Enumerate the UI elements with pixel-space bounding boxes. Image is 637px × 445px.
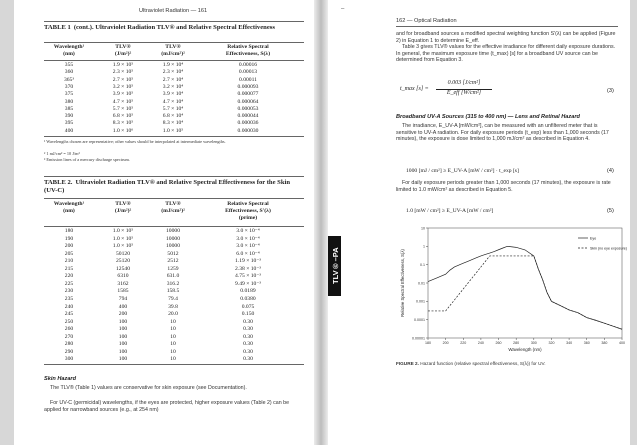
table1-cell: 1.9 × 10⁴ (162, 62, 184, 68)
table2-cell: 230 (64, 288, 74, 295)
table1-cell: 1.0 × 10⁶ (112, 127, 134, 134)
table2-cell: 210 (64, 258, 74, 265)
table2-cell: 260 (64, 326, 74, 333)
table2-cell: 280 (64, 341, 74, 348)
table2-cell: 205 (64, 250, 74, 257)
eq4-number: (4) (607, 168, 614, 174)
table1-cell: 1.9 × 10⁵ (112, 62, 134, 68)
table2-cell: 12540 (116, 265, 130, 272)
table2-cell: 400 (118, 303, 128, 310)
y-axis-label: Relative Spectral Effectiveness, S(λ) (400, 249, 405, 317)
table1-cell: 355 (64, 62, 74, 68)
table1-cell: 0.00011 (239, 76, 257, 83)
table2-cell: 10 (170, 318, 176, 325)
table1-cell: 0.000064 (237, 98, 259, 105)
table1-top-rule (44, 21, 304, 22)
table1-cell: 4.7 × 10⁵ (112, 98, 134, 105)
table2-cell: 39.8 (168, 303, 178, 310)
table2-header-rule (44, 198, 304, 199)
right-running-head: 162 — Optical Radiation (396, 18, 457, 24)
table1-body-rule (44, 60, 304, 61)
table2-number: TABLE 2. (44, 179, 73, 186)
table2-cell: 0.0380 (240, 295, 256, 302)
figure2-label: FIGURE 2. (396, 361, 419, 366)
series-line-eye (428, 246, 622, 329)
eq5: 1.0 [mW / cm²] ≥ E_UV-A [mW / cm²] (406, 208, 494, 214)
table1-cell: 385 (64, 105, 74, 112)
table1-cell: 0.00016 (238, 62, 258, 68)
x-tick-label: 240 (477, 341, 484, 345)
x-tick-label: 200 (442, 341, 449, 345)
x-tick-label: 300 (530, 341, 537, 345)
table1-col-wavelength: Wavelength¹ (nm) (53, 44, 85, 57)
table1-cell: 4.7 × 10⁴ (162, 98, 184, 105)
table2-cell: 100 (118, 348, 128, 355)
skin-hazard-p2: For UV-C (germicidal) wavelengths, if the eyes are protected, higher exposure values (Table 2) can be applied for narrowband sources (e.g., at 254 nm) (44, 400, 290, 413)
table1-cell: 360 (64, 69, 74, 76)
x-tick-label: 260 (495, 341, 502, 345)
table2-cell: 10 (170, 341, 176, 348)
table2-cell: 0.150 (241, 311, 255, 318)
table2-cell: 270 (64, 333, 74, 340)
table1-cell: 5.7 × 10⁵ (112, 105, 134, 112)
table2-cell: 794 (118, 295, 128, 302)
table2-cell: 50120 (116, 250, 130, 257)
legend-label: Eye (590, 236, 597, 241)
table1-cell: 2.3 × 10⁴ (162, 69, 184, 76)
eq4: 1000 [mJ / cm²] ≥ E_UV-A [mW / cm²] · t_exp [s] (406, 168, 519, 174)
table2-top-rule (44, 176, 304, 177)
table2-cell: 1259 (167, 265, 179, 272)
table2-cell: 225 (64, 280, 74, 287)
table1-footnote-3: ³ Emission lines of a mercury discharge spectrum. (44, 156, 130, 162)
table1-cell: 8.3 × 10⁴ (162, 120, 184, 127)
page-mark: – (341, 6, 345, 12)
table2-bottom-rule (44, 364, 304, 365)
table2-cell: 5012 (167, 250, 179, 257)
table2-cell: 1.19 × 10⁻³ (235, 258, 261, 265)
table2-cell: 3.0 × 10⁻⁴ (236, 228, 260, 234)
eq5-number: (5) (607, 208, 614, 214)
table1-cell: 390 (64, 113, 74, 120)
x-tick-label: 360 (583, 341, 590, 345)
table2-cell: 290 (64, 348, 74, 355)
table1-cell: 2.7 × 10⁴ (162, 76, 184, 83)
table1-cell: 3.9 × 10⁴ (162, 91, 184, 98)
table2-cell: 2.38 × 10⁻³ (235, 265, 261, 272)
table1-cell: 6.8 × 10⁵ (112, 113, 134, 120)
right-head-rule (396, 26, 618, 27)
table1-cell: 380 (64, 98, 74, 105)
table2-cell: 0.30 (243, 333, 253, 340)
table1-cell: 8.3 × 10⁵ (112, 120, 134, 127)
table2-cell: 0.0189 (240, 288, 256, 295)
table1-cell: 0.000036 (237, 120, 259, 127)
table1-cell: 400 (64, 127, 74, 134)
table2-col-wavelength: Wavelength¹ (nm) (53, 201, 85, 214)
left-page (14, 0, 314, 445)
table1-cell: 0.00013 (238, 69, 258, 76)
table2-cell: 0.075 (241, 303, 255, 310)
table1-cell: 375 (64, 91, 74, 98)
x-axis-label: Wavelength (nm) (508, 347, 542, 352)
table1-cell: 5.7 × 10⁴ (162, 105, 184, 112)
table2-col-tlv-mjcm2: TLV® (mJ/cm²)² (161, 201, 185, 214)
y-tick-label: 0.01 (418, 281, 425, 286)
right-p2: Table 3 gives TLV® values for the effective irradiance for different daily exposure durations. In general, the maximum exposure time (t_max) [s] for a broadband UV source can be determined from Equation 3. (396, 44, 616, 64)
table2-cell: 200 (64, 243, 74, 250)
y-tick-label: 1 (423, 244, 425, 249)
table2-cell: 250 (64, 318, 74, 325)
table1-footnote-2: ² 1 mJ/cm² = 10 J/m² (44, 151, 80, 156)
table2-col-effectiveness: Relative Spectral Effectiveness, S'(λ) (prime) (225, 201, 271, 221)
table2-cell: 10000 (166, 243, 180, 250)
skin-hazard-heading: Skin Hazard (44, 376, 77, 382)
table1-cell: 0.000093 (237, 83, 259, 90)
table2-cell: 100 (118, 356, 128, 363)
table1-cell: 1.0 × 10⁵ (162, 127, 184, 134)
table2-cell: 3.0 × 10⁻⁴ (236, 243, 260, 250)
table2-cell: 0.30 (243, 341, 253, 348)
table1-title-text: (cont.). Ultraviolet Radiation TLV® and Relative Spectral Effectiveness (73, 24, 275, 31)
table2-cell: 0.30 (243, 318, 253, 325)
table1-header-rule (44, 42, 304, 43)
table2-cell: 6.0 × 10⁻⁴ (236, 250, 260, 257)
table1-title (44, 24, 304, 32)
hazard-function-chart (382, 220, 630, 360)
table1-cell: 0.000077 (237, 91, 259, 98)
table2-cell: 316.2 (166, 280, 180, 287)
table2-cell: 100 (118, 333, 128, 340)
y-tick-label: 0.1 (420, 262, 425, 267)
table1-cell: 0.000030 (237, 127, 259, 134)
x-tick-label: 400 (619, 341, 625, 345)
book-gutter (314, 0, 328, 445)
x-tick-label: 220 (460, 341, 467, 345)
table1-cell: 0.000044 (237, 113, 259, 120)
table1-cell: 3.2 × 10⁵ (112, 83, 134, 90)
table2-cell: 215 (64, 265, 74, 272)
eq3-number: (3) (607, 88, 614, 94)
table2-cell: 10000 (166, 228, 180, 234)
legend-label: Skin (no eye exposure) (590, 246, 627, 251)
section-tab-label: TLV®–PA (331, 247, 340, 285)
table2-cell: 180 (64, 228, 74, 234)
table1-bottom-rule (44, 136, 304, 137)
x-tick-label: 320 (548, 341, 555, 345)
table2-cell: 9.49 × 10⁻³ (235, 280, 261, 287)
table1-cell: 3.2 × 10⁴ (162, 83, 184, 90)
table1-cell: 2.7 × 10⁵ (112, 76, 134, 83)
table2-cell: 100 (118, 326, 128, 333)
figure2-caption (396, 361, 546, 366)
eq3-lhs: t_max [s] = (400, 86, 429, 92)
table2-cell: 10 (170, 333, 176, 340)
table2-cell: 190 (64, 235, 74, 242)
table2-cell: 631.0 (166, 273, 180, 280)
table2-cell: 0.30 (243, 356, 253, 363)
table2-cell: 10 (170, 348, 176, 355)
table2-cell: 25120 (116, 258, 130, 265)
table2-body-rule (44, 226, 304, 227)
eq3-numerator: 0.003 [J/cm²] (447, 80, 481, 86)
table1-col-tlv-jm2: TLV® (J/m²)² (114, 44, 132, 57)
x-tick-label: 280 (513, 341, 520, 345)
table2-cell: 79.4 (168, 295, 178, 302)
table2-cell: 1.0 × 10⁵ (112, 235, 134, 242)
table2-title (44, 179, 304, 195)
plot-frame (428, 228, 622, 338)
table2-cell: 3.0 × 10⁻⁴ (236, 235, 260, 242)
table1-cell: 2.3 × 10⁵ (112, 69, 134, 76)
table2-cell: 0.30 (243, 348, 253, 355)
right-page (328, 0, 630, 445)
table2-cell: 200 (118, 311, 128, 318)
table1-cell: 0.000053 (237, 105, 259, 112)
table1-cell: 370 (64, 83, 74, 90)
table2-cell: 240 (64, 303, 74, 310)
table2-cell: 10000 (166, 235, 180, 242)
y-tick-label: 0.0001 (414, 317, 425, 322)
table2-cell: 220 (64, 273, 74, 280)
figure2-caption-text: Hazard function (relative spectral effectiveness, S(λ)) for UV. (420, 361, 546, 366)
table1-cell: 6.8 × 10⁴ (162, 113, 184, 120)
table1-cell: 395 (64, 120, 74, 127)
table1-cell: 3.9 × 10⁵ (112, 91, 134, 98)
table2-cell: 100 (118, 318, 128, 325)
right-p4: For daily exposure periods greater than 1,000 seconds (17 minutes), the exposure is rate limited to 1.0 mW/cm² as described in Equation 5. (396, 180, 611, 193)
skin-hazard-p1: The TLV® (Table 1) values are conservative for skin exposure (see Documentation). (50, 385, 247, 391)
series-line-skin (428, 256, 622, 329)
table2-cell: 3162 (117, 280, 129, 287)
eq3-denominator: E_eff [W/cm²] (446, 90, 482, 96)
table2-cell: 10 (170, 326, 176, 333)
right-p3: The irradiance, E_UV-A [mW/cm²], can be measured with an unfiltered meter that is sensitive to UV-A radiation. For daily exposure periods (t_exp) less than 1,000 seconds (17 minutes), the exposure is dose limited to 1,000 mJ/cm² as described in Equation 4. (396, 123, 609, 143)
table2-cell: 4.75 × 10⁻³ (235, 273, 261, 280)
table2-cell: 0.30 (243, 326, 253, 333)
table2-cell: 10 (170, 356, 176, 363)
y-tick-label: 0.001 (416, 299, 425, 304)
table2-cell: 235 (64, 295, 74, 302)
x-tick-label: 340 (566, 341, 573, 345)
left-running-head: Ultraviolet Radiation — 161 (139, 8, 208, 14)
table2-cell: 1.0 × 10⁵ (112, 243, 134, 250)
table2-cell: 245 (64, 311, 74, 318)
table2-title-text: Ultraviolet Radiation TLV® and Relative Spectral Effectiveness for the Skin (UV-C) (44, 179, 290, 194)
table2-cell: 20.0 (168, 311, 178, 318)
uva-heading: Broadband UV-A Sources (315 to 400 nm) — Lens and Retinal Hazard (396, 114, 580, 120)
table2-cell: 100 (118, 341, 128, 348)
table2-cell: 1.0 × 10⁵ (112, 228, 134, 234)
table1-col-tlv-mjcm2: TLV® (mJ/cm²)² (161, 44, 185, 57)
table1-col-effectiveness: Relative Spectral Effectiveness, S(λ) (225, 44, 271, 57)
y-tick-label: 0.00001 (412, 336, 425, 341)
y-tick-label: 10 (421, 226, 425, 231)
table2-cell: 2512 (167, 258, 179, 265)
table2-col-tlv-jm2: TLV® (J/m²)² (114, 201, 132, 214)
right-p1: and for broadband sources a modified spectral weighting function S'(λ) can be applied (Figure 2) in Equation 1 to determine E_eff. (396, 31, 616, 44)
table2-cell: 1585 (117, 288, 129, 295)
table2-cell: 300 (64, 356, 74, 363)
table1-number: TABLE 1 (44, 24, 71, 31)
table1-cell: 365³ (63, 76, 75, 83)
x-tick-label: 180 (425, 341, 431, 345)
table2-cell: 158.5 (166, 288, 180, 295)
table1-footnote-1: ¹ Wavelengths chosen are representative; other values should be interpolated at intermediate wavelengths. (44, 139, 226, 144)
table2-cell: 6310 (117, 273, 129, 280)
x-tick-label: 380 (601, 341, 608, 345)
